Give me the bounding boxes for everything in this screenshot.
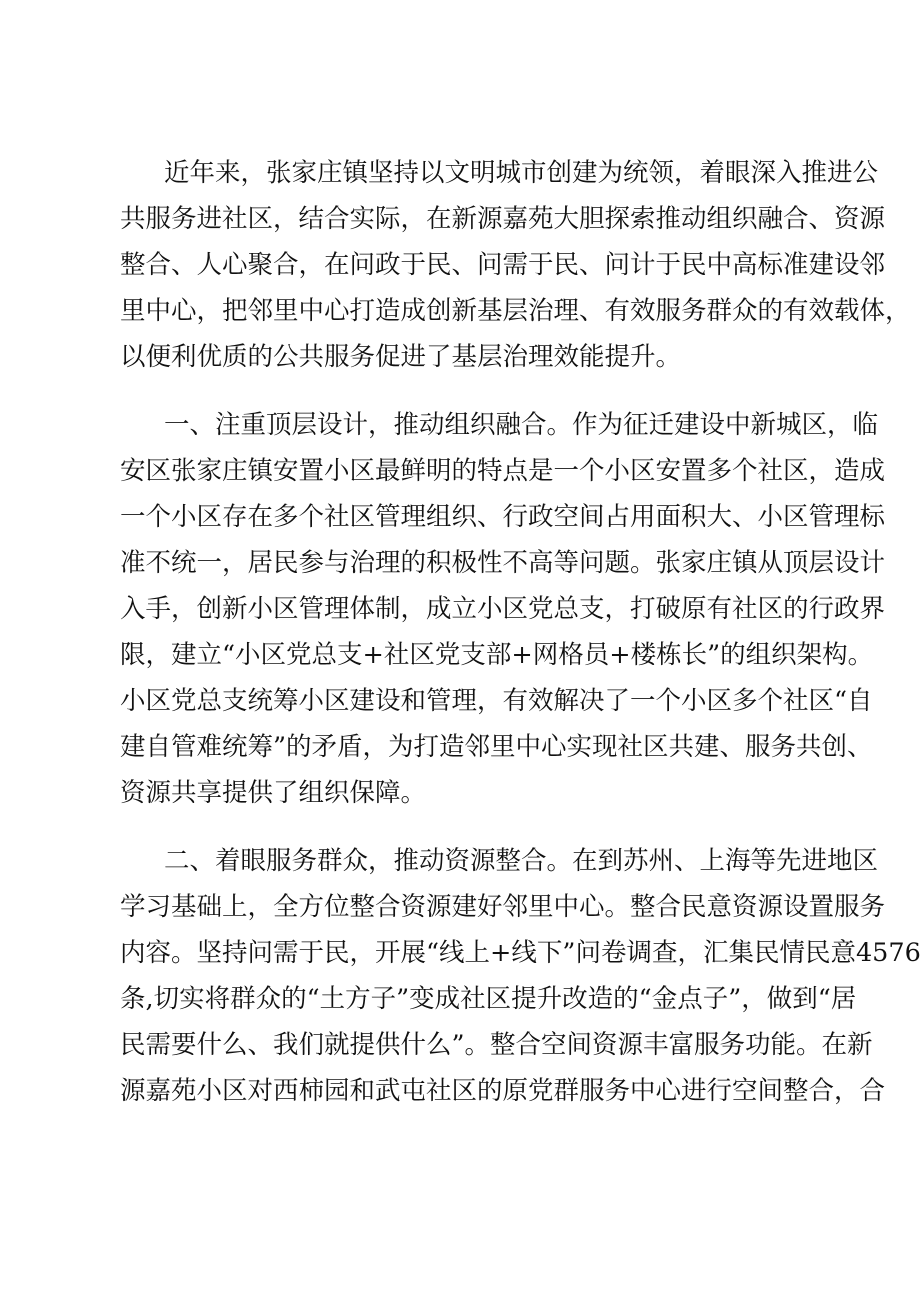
paragraph-3-line-4: 条,切实将群众的“土方子”变成社区提升改造的“金点子”，做到“居 (120, 984, 857, 1014)
paragraph-3-line-2: 学习基础上，全方位整合资源建好邻里中心。整合民意资源设置服务 (120, 892, 886, 922)
paragraph-2-line-5: 入手，创新小区管理体制，成立小区党总支，打破原有社区的行政界 (120, 594, 886, 624)
paragraph-3-line-6: 源嘉苑小区对西柿园和武屯社区的原党群服务中心进行空间整合，合 (120, 1076, 886, 1106)
paragraph-3-line-1: 二、着眼服务群众，推动资源整合。在到苏州、上海等先进地区 (164, 846, 879, 876)
paragraph-2-line-6: 限，建立“小区党总支+社区党支部+网格员+楼栋长”的组织架构。 (120, 640, 874, 670)
paragraph-2-line-1: 一、注重顶层设计，推动组织融合。作为征迁建设中新城区，临 (164, 410, 879, 440)
paragraph-2-line-9: 资源共享提供了组织保障。 (120, 778, 427, 808)
paragraph-gap (120, 816, 810, 838)
paragraph-2-line-2: 安区张家庄镇安置小区最鲜明的特点是一个小区安置多个社区，造成 (120, 456, 886, 486)
paragraph-1-line-4: 里中心，把邻里中心打造成创新基层治理、有效服务群众的有效载体， (120, 296, 911, 326)
paragraph-1-line-5: 以便利优质的公共服务促进了基层治理效能提升。 (120, 342, 682, 372)
paragraph-2-line-8: 建自管难统筹”的矛盾，为打造邻里中心实现社区共建、服务共创、 (120, 732, 873, 762)
paragraph-3-line-3: 内容。坚持问需于民，开展“线上+线下”问卷调查，汇集民情民意4576 (120, 938, 921, 968)
paragraph-2-line-3: 一个小区存在多个社区管理组织、行政空间占用面积大、小区管理标 (120, 502, 886, 532)
paragraph-1-line-2: 共服务进社区，结合实际，在新源嘉苑大胆探索推动组织融合、资源 (120, 204, 886, 234)
document-body (120, 150, 921, 1114)
paragraph-gap (120, 380, 810, 402)
paragraph-3-line-5: 民需要什么、我们就提供什么”。整合空间资源丰富服务功能。在新 (120, 1030, 873, 1060)
paragraph-2-line-4: 准不统一，居民参与治理的积极性不高等问题。张家庄镇从顶层设计 (120, 548, 886, 578)
paragraph-1-line-1: 近年来，张家庄镇坚持以文明城市创建为统领，着眼深入推进公 (164, 158, 879, 188)
paragraph-2-line-7: 小区党总支统筹小区建设和管理，有效解决了一个小区多个社区“自 (120, 686, 873, 716)
paragraph-1-line-3: 整合、人心聚合，在问政于民、问需于民、问计于民中高标准建设邻 (120, 250, 886, 280)
